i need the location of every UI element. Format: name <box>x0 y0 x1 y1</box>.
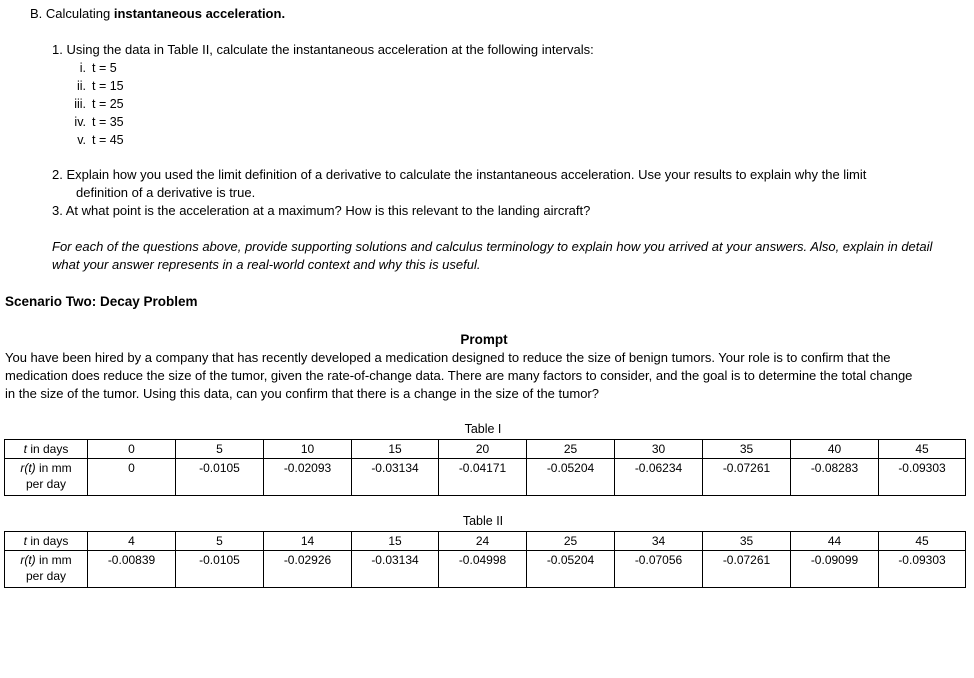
q1-item-5-num: v. <box>77 133 86 147</box>
table-1-t-unit: in days <box>26 442 69 456</box>
table-1-t-cell: 0 <box>88 440 176 459</box>
table-2-r-label <box>5 551 88 588</box>
table-1-r-cell: -0.02093 <box>264 459 352 496</box>
table-1-t-cell: 10 <box>264 440 352 459</box>
table-2-r-unit-line-2: per day <box>25 569 67 583</box>
q1-item-4-num: iv. <box>74 115 86 129</box>
table-2-t-cell: 45 <box>879 532 966 551</box>
table-2-row-r <box>5 551 966 588</box>
table-2-row-t <box>5 532 966 551</box>
table-1-row-r <box>5 459 966 496</box>
q1-item-1-num: i. <box>79 61 86 75</box>
q1-item-4 <box>62 115 124 129</box>
scenario-two-heading: Scenario Two: Decay Problem <box>5 294 198 309</box>
table-1-r-cell: -0.06234 <box>615 459 703 496</box>
table-1-t-cell: 45 <box>879 440 966 459</box>
table-2-r-cell: -0.05204 <box>527 551 615 588</box>
prompt-title: Prompt <box>460 332 508 347</box>
table-2-t-label <box>5 532 88 551</box>
table-2-t-cell: 14 <box>264 532 352 551</box>
table-2-r-cell: -0.0105 <box>176 551 264 588</box>
table-2-r-cell: -0.00839 <box>88 551 176 588</box>
table-1-t-cell: 5 <box>176 440 264 459</box>
table-2-r-cell: -0.02926 <box>264 551 352 588</box>
table-1 <box>4 439 966 496</box>
table-1-t-cell: 25 <box>527 440 615 459</box>
q1-item-5 <box>62 133 124 147</box>
table-1-t-cell: 30 <box>615 440 703 459</box>
q1-item-1 <box>62 61 117 75</box>
section-b-prefix: B. Calculating <box>30 6 114 21</box>
table-2-r-unit: in mm <box>35 553 72 567</box>
table-2-t-cell: 5 <box>176 532 264 551</box>
table-2-r-cell: -0.07056 <box>615 551 703 588</box>
table-1-t-label <box>5 440 88 459</box>
table-2 <box>4 531 966 588</box>
q1-item-5-text: t = 45 <box>92 133 124 147</box>
table-2-t-cell: 4 <box>88 532 176 551</box>
table-1-r-cell: -0.03134 <box>352 459 439 496</box>
table-2-r-cell: -0.09099 <box>791 551 879 588</box>
table-2-r-cell: -0.04998 <box>439 551 527 588</box>
table-2-t-cell: 25 <box>527 532 615 551</box>
q1-item-3 <box>62 97 124 111</box>
table-2-r-symbol: r(t) <box>20 553 36 567</box>
table-2-t-cell: 34 <box>615 532 703 551</box>
section-b-heading <box>30 6 285 21</box>
table-2-r-cell: -0.03134 <box>352 551 439 588</box>
table-2-r-cell: -0.09303 <box>879 551 966 588</box>
table-2-t-cell: 35 <box>703 532 791 551</box>
section-b-bold: instantaneous acceleration. <box>113 6 286 21</box>
q1-item-3-text: t = 25 <box>92 97 124 111</box>
question-1: 1. Using the data in Table II, calculate the instantaneous acceleration at the following intervals: <box>52 42 594 57</box>
table-1-r-cell: -0.04171 <box>439 459 527 496</box>
table-2-title: Table II <box>462 514 504 528</box>
table-1-t-symbol: t <box>23 442 27 456</box>
table-2-t-cell: 15 <box>352 532 439 551</box>
table-1-r-cell: -0.07261 <box>703 459 791 496</box>
q1-item-3-num: iii. <box>74 97 86 111</box>
instructions-note-line-1: For each of the questions above, provide supporting solutions and calculus terminology to explain how you arrived at your answers. Also, explain in detail <box>52 239 933 254</box>
table-1-t-cell: 40 <box>791 440 879 459</box>
table-1-t-cell: 20 <box>439 440 527 459</box>
question-2-line-2: definition of a derivative is true. <box>76 185 256 200</box>
q1-item-2-num: ii. <box>76 79 86 93</box>
prompt-line-1: You have been hired by a company that has recently developed a medication designed to reduce the size of benign tumors. Your role is to confirm that the <box>5 350 891 365</box>
table-1-r-label <box>5 459 88 496</box>
table-2-t-cell: 44 <box>791 532 879 551</box>
table-1-r-unit: in mm <box>35 461 72 475</box>
q1-item-4-text: t = 35 <box>92 115 124 129</box>
table-1-title: Table I <box>464 422 502 436</box>
table-1-r-symbol: r(t) <box>20 461 36 475</box>
table-1-r-unit-line-2: per day <box>25 477 67 491</box>
prompt-line-2: medication does reduce the size of the tumor, given the rate-of-change data. There are many factors to consider, and the goal is to determine the total change <box>5 368 913 383</box>
instructions-note-line-2: what your answer represents in a real-world context and why this is useful. <box>52 257 481 272</box>
q1-item-1-text: t = 5 <box>92 61 117 75</box>
table-2-t-symbol: t <box>23 534 27 548</box>
table-1-t-cell: 15 <box>352 440 439 459</box>
question-2-line-1: 2. Explain how you used the limit definition of a derivative to calculate the instantaneous acceleration. Use your results to explain why the limit <box>52 167 867 182</box>
table-1-row-t <box>5 440 966 459</box>
q1-item-2 <box>62 79 124 93</box>
q1-item-2-text: t = 15 <box>92 79 124 93</box>
table-2-t-cell: 24 <box>439 532 527 551</box>
table-1-r-cell: 0 <box>88 459 176 496</box>
table-1-r-cell: -0.0105 <box>176 459 264 496</box>
table-1-t-cell: 35 <box>703 440 791 459</box>
table-1-r-cell: -0.05204 <box>527 459 615 496</box>
table-1-r-cell: -0.09303 <box>879 459 966 496</box>
table-2-r-cell: -0.07261 <box>703 551 791 588</box>
question-3: 3. At what point is the acceleration at a maximum? How is this relevant to the landing aircraft? <box>52 203 591 218</box>
table-1-r-cell: -0.08283 <box>791 459 879 496</box>
table-2-t-unit: in days <box>26 534 69 548</box>
prompt-line-3: in the size of the tumor. Using this data, can you confirm that there is a change in the size of the tumor? <box>5 386 599 401</box>
